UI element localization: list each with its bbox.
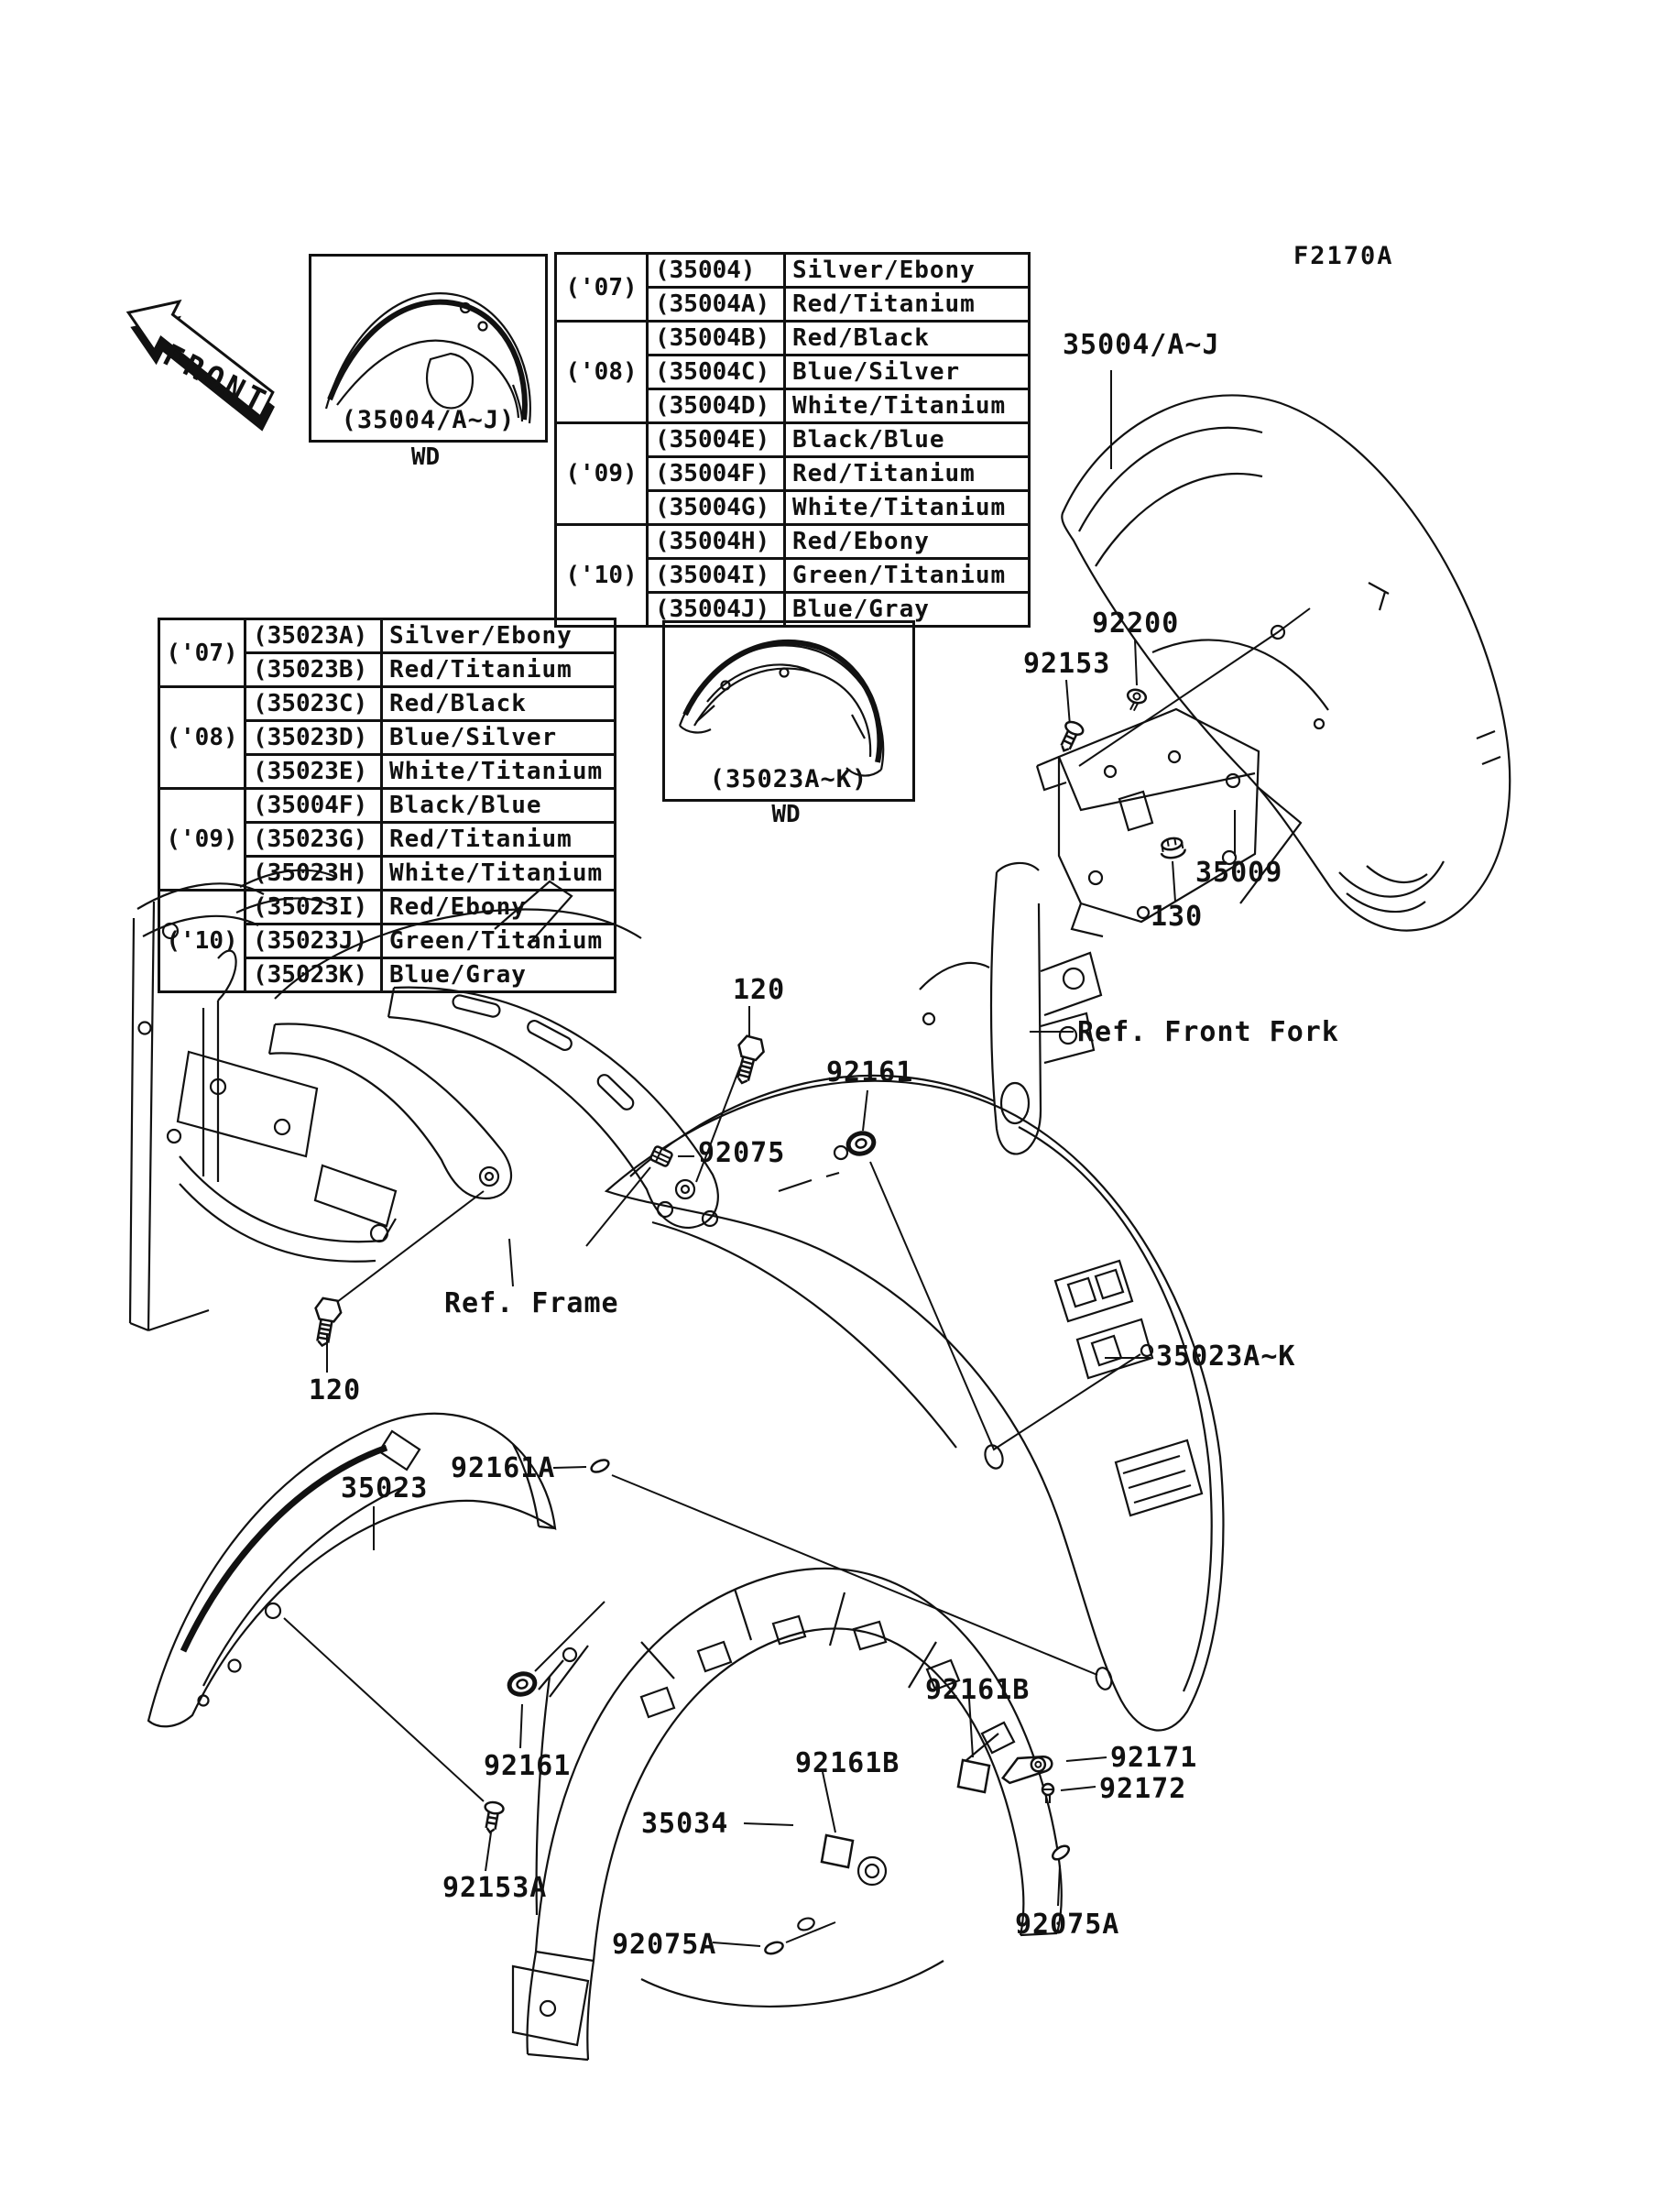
trim-92161a-icon xyxy=(590,1458,611,1474)
part-number-cell: (35004) xyxy=(648,254,785,288)
part-label-120-lower: 120 xyxy=(309,1374,362,1406)
part-number-cell: (35023H) xyxy=(245,857,382,891)
part-label-92153: 92153 xyxy=(1023,648,1111,680)
front-fender-color-table xyxy=(554,252,1031,628)
clamp-92075-icon xyxy=(650,1146,673,1167)
part-label-92161a: 92161A xyxy=(451,1452,556,1484)
front-arrow-text: FRONT xyxy=(157,336,276,421)
part-label-35009: 35009 xyxy=(1195,857,1283,889)
color-cell: Red/Titanium xyxy=(785,457,1030,491)
color-cell: Green/Titanium xyxy=(785,559,1030,593)
ref-label-front-fork: Ref. Front Fork xyxy=(1077,1016,1339,1048)
color-cell: Blue/Silver xyxy=(382,721,616,755)
year-cell: ('09) xyxy=(159,789,245,891)
part-number-cell: (35023G) xyxy=(245,823,382,857)
color-cell: Red/Titanium xyxy=(382,823,616,857)
color-cell: White/Titanium xyxy=(785,491,1030,525)
grommet-92161-upper-icon xyxy=(846,1131,877,1156)
year-cell: ('09) xyxy=(556,423,648,525)
color-cell: Black/Blue xyxy=(785,423,1030,457)
part-label-35023: 35023 xyxy=(341,1472,429,1504)
part-number-cell: (35004D) xyxy=(648,389,785,423)
trim-92075a-bottom-icon xyxy=(764,1940,785,1955)
color-cell: Red/Titanium xyxy=(382,653,616,687)
year-cell: ('10) xyxy=(556,525,648,627)
color-cell: Red/Ebony xyxy=(785,525,1030,559)
part-number-cell: (35023I) xyxy=(245,891,382,924)
table-row xyxy=(556,423,1030,457)
part-label-92200: 92200 xyxy=(1092,607,1180,640)
part-number-cell: (35004H) xyxy=(648,525,785,559)
table-row xyxy=(556,254,1030,288)
pad-92161b-right-icon xyxy=(958,1760,989,1792)
part-label-92153a: 92153A xyxy=(442,1872,548,1904)
nut-130-icon xyxy=(1159,837,1185,859)
inset-box-rear-fender xyxy=(662,620,915,802)
part-number-cell: (35023E) xyxy=(245,755,382,789)
pad-92161b-left-icon xyxy=(822,1835,853,1867)
color-cell: Red/Titanium xyxy=(785,288,1030,322)
part-number-cell: (35004J) xyxy=(648,593,785,627)
part-label-92161b-right: 92161B xyxy=(925,1674,1031,1706)
part-label-130: 130 xyxy=(1151,901,1204,933)
front-fender-drawing xyxy=(1062,395,1510,933)
front-fork-drawing xyxy=(920,863,1101,1154)
part-number-cell: (35004A) xyxy=(648,288,785,322)
color-cell: Red/Ebony xyxy=(382,891,616,924)
color-cell: Red/Black xyxy=(382,687,616,721)
part-number-cell: (35004E) xyxy=(648,423,785,457)
color-cell: Blue/Gray xyxy=(785,593,1030,627)
rear-fender-color-table xyxy=(158,618,616,993)
table-row xyxy=(159,687,616,721)
color-cell: Blue/Gray xyxy=(382,958,616,992)
part-number-cell: (35004I) xyxy=(648,559,785,593)
screw-92153-icon xyxy=(1055,719,1085,754)
washer-bolt-92200-icon xyxy=(1124,688,1147,713)
part-label-35034: 35034 xyxy=(641,1808,729,1840)
part-label-92171: 92171 xyxy=(1110,1742,1198,1774)
part-number-cell: (35023J) xyxy=(245,924,382,958)
table-row xyxy=(556,525,1030,559)
part-label-35004-range: 35004/A~J xyxy=(1063,329,1220,361)
part-number-cell: (35023D) xyxy=(245,721,382,755)
year-cell: ('07) xyxy=(556,254,648,322)
year-cell: ('10) xyxy=(159,891,245,992)
part-number-cell: (35004F) xyxy=(245,789,382,823)
ref-label-frame: Ref. Frame xyxy=(444,1287,619,1319)
color-cell: Green/Titanium xyxy=(382,924,616,958)
color-cell: White/Titanium xyxy=(382,857,616,891)
cap-92171-icon xyxy=(999,1751,1054,1785)
color-cell: White/Titanium xyxy=(382,755,616,789)
screw-92153a-icon xyxy=(481,1800,504,1833)
table-row xyxy=(556,322,1030,356)
color-cell: Black/Blue xyxy=(382,789,616,823)
color-cell: Blue/Silver xyxy=(785,356,1030,389)
year-cell: ('08) xyxy=(159,687,245,789)
color-cell: Silver/Ebony xyxy=(382,619,616,653)
inset-caption: (35023A~K) xyxy=(709,765,868,793)
color-cell: Red/Black xyxy=(785,322,1030,356)
table-row xyxy=(159,891,616,924)
part-number-cell: (35023B) xyxy=(245,653,382,687)
part-label-92161-upper: 92161 xyxy=(826,1056,914,1089)
part-label-92075a-right: 92075A xyxy=(1015,1909,1120,1941)
table-row xyxy=(159,619,616,653)
view-code-rear: WD xyxy=(771,801,801,828)
part-label-35023-range: 35023A~K xyxy=(1156,1340,1296,1373)
inset-caption: (35004/A~J) xyxy=(341,406,516,434)
part-number-cell: (35004F) xyxy=(648,457,785,491)
part-label-92161-lower: 92161 xyxy=(484,1750,572,1782)
year-cell: ('08) xyxy=(556,322,648,423)
trim-92075a-right-icon xyxy=(1051,1843,1072,1862)
year-cell: ('07) xyxy=(159,619,245,687)
table-row xyxy=(159,789,616,823)
part-label-92161b-left: 92161B xyxy=(795,1747,900,1779)
part-number-cell: (35023K) xyxy=(245,958,382,992)
color-cell: White/Titanium xyxy=(785,389,1030,423)
part-label-92075a-bottom: 92075A xyxy=(612,1929,717,1961)
inset-box-front-fender xyxy=(309,254,548,443)
part-number-cell: (35004B) xyxy=(648,322,785,356)
inner-fender-drawing xyxy=(513,1569,1062,2060)
part-number-cell: (35004C) xyxy=(648,356,785,389)
grommet-92161-lower-icon xyxy=(507,1671,538,1697)
view-code-front: WD xyxy=(410,443,441,471)
part-label-92075: 92075 xyxy=(698,1137,786,1169)
part-number-cell: (35004G) xyxy=(648,491,785,525)
part-label-120-upper: 120 xyxy=(733,974,786,1006)
part-label-92172: 92172 xyxy=(1099,1773,1187,1805)
drawing-code: F2170A xyxy=(1293,242,1394,270)
part-number-cell: (35023C) xyxy=(245,687,382,721)
color-cell: Silver/Ebony xyxy=(785,254,1030,288)
front-direction-arrow xyxy=(108,283,298,432)
part-number-cell: (35023A) xyxy=(245,619,382,653)
